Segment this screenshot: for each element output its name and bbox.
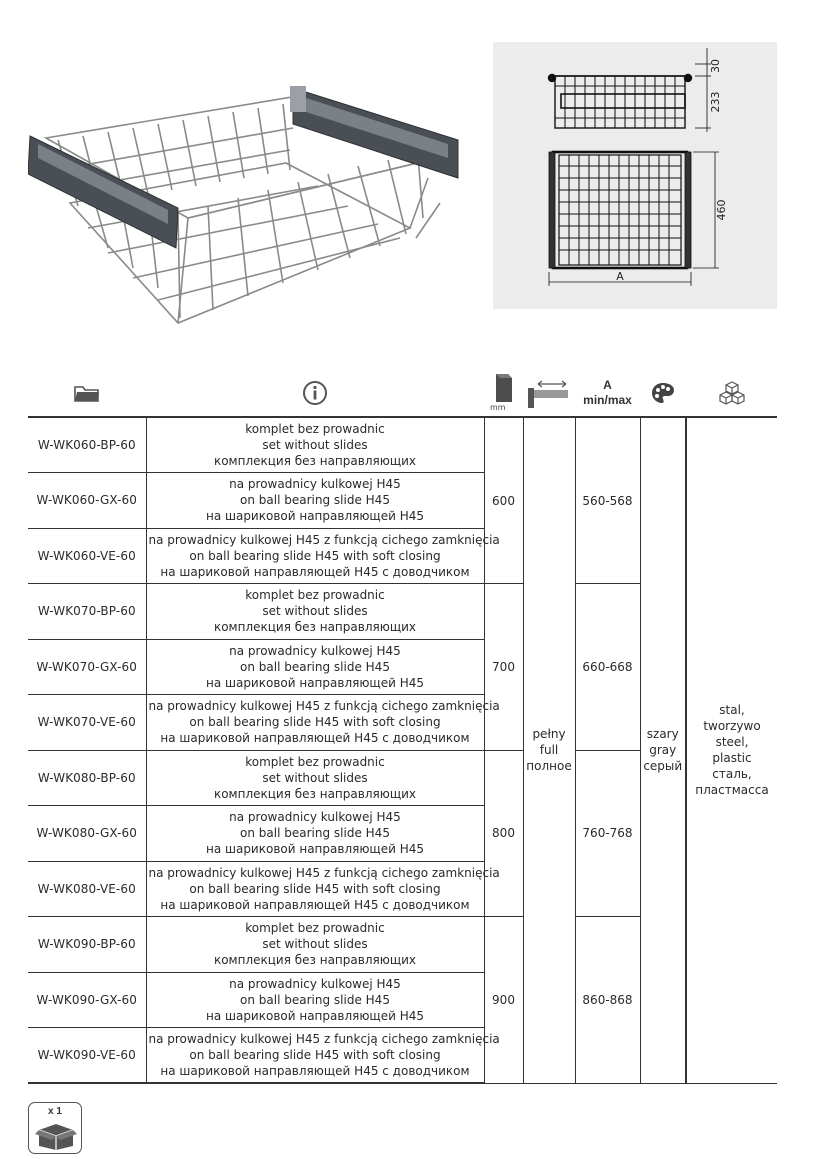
dim-depth-label: 460 xyxy=(715,199,728,221)
product-code: W-WK080-VE-60 xyxy=(28,861,146,917)
a-range: 660-668 xyxy=(575,584,640,751)
product-code: W-WK090-GX-60 xyxy=(28,972,146,1028)
description-line: на шариковой направляющей H45 с доводчиком xyxy=(160,897,470,912)
a-range: 760-768 xyxy=(575,750,640,917)
minmax-label: min/max xyxy=(583,393,632,407)
description-line: on ball bearing slide H45 xyxy=(240,992,390,1007)
description-line: комплекция без направляющих xyxy=(213,454,417,468)
description-line: on ball bearing slide H45 xyxy=(240,659,390,674)
a-minmax-header xyxy=(575,370,640,416)
description-line: na prowadnicy kulkowej H45 xyxy=(229,810,401,825)
product-description xyxy=(146,417,484,473)
color-line: gray xyxy=(649,743,677,758)
product-description xyxy=(146,972,484,1028)
description-line: на шариковой направляющей H45 xyxy=(205,675,425,690)
cabinet-width: 800 xyxy=(484,750,523,917)
description-line: комплекция без направляющих xyxy=(213,786,417,801)
product-code: W-WK060-BP-60 xyxy=(28,417,146,473)
table-header-icons xyxy=(28,370,777,416)
product-code: W-WK070-VE-60 xyxy=(28,695,146,751)
dim-width-label: A xyxy=(616,270,624,283)
product-description xyxy=(146,806,484,862)
product-code: W-WK060-GX-60 xyxy=(28,473,146,529)
description-line: komplet bez prowadnic xyxy=(245,422,385,436)
material xyxy=(686,417,777,1083)
description-line: на шариковой направляющей H45 с доводчиком xyxy=(160,564,470,579)
slide-extension-icon xyxy=(523,370,575,416)
description-line: na prowadnicy kulkowej H45 z funkcją cichego zamknięcia xyxy=(148,532,500,547)
description-line: set without slides xyxy=(262,937,368,952)
description-line: на шариковой направляющей H45 xyxy=(205,1008,425,1023)
color xyxy=(640,417,686,1083)
description-line: на шариковой направляющей H45 xyxy=(205,842,425,857)
cabinet-width: 600 xyxy=(484,417,523,584)
description-line: комплекция без направляющих xyxy=(213,953,417,968)
product-description xyxy=(146,917,484,973)
product-description xyxy=(146,473,484,529)
description-line: na prowadnicy kulkowej H45 xyxy=(229,976,401,991)
product-description xyxy=(146,639,484,695)
description-line: komplet bez prowadnic xyxy=(245,588,385,603)
table-row xyxy=(28,417,777,473)
palette-icon xyxy=(640,370,686,416)
description-line: set without slides xyxy=(262,604,368,619)
product-photo xyxy=(28,78,468,338)
material-line: steel, xyxy=(715,735,749,750)
material-line: plastic xyxy=(712,751,752,766)
description-line: na prowadnicy kulkowej H45 z funkcją cichego zamknięcia xyxy=(148,865,500,880)
color-line: серый xyxy=(643,759,683,774)
description-line: set without slides xyxy=(262,438,368,452)
color-line: szary xyxy=(646,727,679,742)
extension-line: полное xyxy=(526,759,572,774)
material-line: пластмасса xyxy=(695,783,769,798)
extension-type xyxy=(523,417,575,1083)
product-description xyxy=(146,861,500,917)
product-code: W-WK090-VE-60 xyxy=(28,1028,146,1084)
technical-drawing xyxy=(493,42,777,309)
cabinet-width: 900 xyxy=(484,917,523,1084)
description-line: on ball bearing slide H45 xyxy=(240,826,390,841)
description-line: на шариковой направляющей H45 xyxy=(205,509,425,524)
extension-line: pełny xyxy=(532,727,566,742)
description-line: на шариковой направляющей H45 с доводчиком xyxy=(160,731,470,746)
cabinet-icon xyxy=(484,370,523,416)
description-line: on ball bearing slide H45 with soft closing xyxy=(189,715,441,730)
mm-label: mm xyxy=(490,403,506,412)
a-range: 860-868 xyxy=(575,917,640,1084)
product-code: W-WK060-VE-60 xyxy=(28,528,146,584)
a-label: A xyxy=(603,378,612,392)
cubes-icon xyxy=(686,370,777,416)
pack-quantity xyxy=(28,1102,82,1154)
folder-icon xyxy=(28,370,146,416)
material-line: stal, xyxy=(719,703,745,718)
description-line: komplet bez prowadnic xyxy=(245,921,385,936)
extension-line: full xyxy=(539,743,559,758)
product-code: W-WK090-BP-60 xyxy=(28,917,146,973)
product-description xyxy=(146,1028,500,1084)
product-description xyxy=(146,695,500,751)
dim-top-label: 30 xyxy=(709,59,722,73)
product-code: W-WK080-BP-60 xyxy=(28,750,146,806)
description-line: on ball bearing slide H45 with soft closing xyxy=(189,548,441,563)
cabinet-width: 700 xyxy=(484,584,523,751)
description-line: na prowadnicy kulkowej H45 z funkcją cichego zamknięcia xyxy=(148,1032,500,1046)
description-line: na prowadnicy kulkowej H45 xyxy=(229,643,401,658)
description-line: set without slides xyxy=(262,770,368,785)
dim-height-label: 233 xyxy=(709,91,722,113)
product-description xyxy=(146,584,484,640)
description-line: on ball bearing slide H45 with soft closing xyxy=(189,1048,441,1062)
material-line: сталь, xyxy=(712,767,752,782)
product-code: W-WK080-GX-60 xyxy=(28,806,146,862)
description-line: on ball bearing slide H45 with soft closing xyxy=(189,881,441,896)
product-description xyxy=(146,750,484,806)
description-line: on ball bearing slide H45 xyxy=(240,493,390,508)
description-line: на шариковой направляющей H45 с доводчиком xyxy=(160,1064,470,1078)
material-line: tworzywo xyxy=(703,719,761,734)
info-icon xyxy=(146,370,484,416)
box-icon xyxy=(35,1120,77,1150)
a-range: 560-568 xyxy=(575,417,640,584)
pack-label: x 1 xyxy=(48,1106,62,1117)
product-description xyxy=(146,528,500,584)
spec-table xyxy=(28,416,777,1084)
description-line: na prowadnicy kulkowej H45 xyxy=(229,477,401,492)
description-line: komplet bez prowadnic xyxy=(245,754,385,769)
product-code: W-WK070-BP-60 xyxy=(28,584,146,640)
description-line: комплекция без направляющих xyxy=(213,620,417,635)
description-line: na prowadnicy kulkowej H45 z funkcją cichego zamknięcia xyxy=(148,699,500,714)
product-code: W-WK070-GX-60 xyxy=(28,639,146,695)
